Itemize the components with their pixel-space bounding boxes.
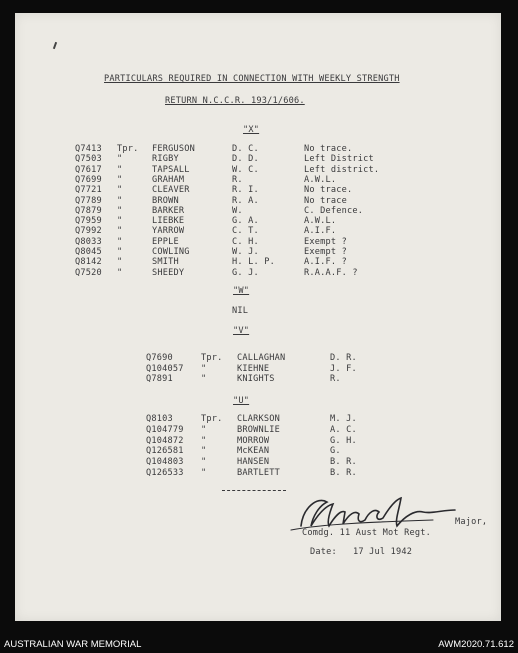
row-num: Q7959 xyxy=(75,216,102,227)
row-rank: " xyxy=(117,257,123,268)
return-reference: RETURN N.C.C.R. 193/1/606. xyxy=(165,96,305,106)
row-status: No trace xyxy=(304,195,347,206)
row-rank: " xyxy=(201,468,207,478)
archive-footer xyxy=(0,625,518,653)
row-status: R.A.A.F. ? xyxy=(304,267,358,278)
row-initials: W. J. xyxy=(232,247,259,257)
row-status: C. Defence. xyxy=(304,205,364,216)
row-initials: C. H. xyxy=(232,236,259,247)
row-rank: " xyxy=(201,446,207,457)
row-surname: KNIGHTS xyxy=(237,374,275,384)
section-x-heading: "X" xyxy=(243,125,260,135)
row-surname: TAPSALL xyxy=(152,164,190,175)
row-status: A.I.F. xyxy=(304,226,337,237)
row-num: Q104803 xyxy=(146,457,184,468)
row-num: Q8033 xyxy=(75,236,102,247)
row-rank: Tpr. xyxy=(117,144,139,154)
row-initials: W. xyxy=(232,205,243,216)
row-initials: G. H. xyxy=(330,435,357,446)
row-initials: G. A. xyxy=(232,216,259,227)
row-initials: R. I. xyxy=(232,185,259,196)
closing-divider xyxy=(222,490,286,491)
row-num: Q7721 xyxy=(75,185,102,196)
row-surname: SMITH xyxy=(152,257,179,268)
row-initials: D. D. xyxy=(232,154,259,165)
row-status: Exempt ? xyxy=(304,247,347,257)
row-num: Q8103 xyxy=(146,414,173,424)
row-num: Q7699 xyxy=(75,174,102,185)
row-rank: " xyxy=(201,435,207,446)
row-num: Q7520 xyxy=(75,267,102,278)
row-num: Q8142 xyxy=(75,257,102,268)
row-surname: COWLING xyxy=(152,247,190,257)
row-initials: C. T. xyxy=(232,226,259,237)
row-status: Left district. xyxy=(304,164,380,175)
row-num: Q7891 xyxy=(146,374,173,384)
row-status: No trace. xyxy=(304,185,353,196)
row-initials: R. A. xyxy=(232,195,259,206)
row-initials: D. C. xyxy=(232,144,259,154)
row-surname: YARROW xyxy=(152,226,185,237)
row-surname: FERGUSON xyxy=(152,144,195,154)
row-rank: " xyxy=(201,457,207,468)
row-rank: Tpr. xyxy=(201,353,223,363)
row-surname: BARTLETT xyxy=(237,468,280,478)
row-initials: G. J. xyxy=(232,267,259,278)
row-rank: " xyxy=(117,185,123,196)
row-initials: G. xyxy=(330,446,341,457)
row-surname: HANSEN xyxy=(237,457,270,468)
row-num: Q8045 xyxy=(75,247,102,257)
row-num: Q126533 xyxy=(146,468,184,478)
row-status: Left District xyxy=(304,154,374,165)
row-num: Q7879 xyxy=(75,205,102,216)
row-status: A.I.F. ? xyxy=(304,257,347,268)
section-w-heading: "W" xyxy=(233,286,250,296)
row-surname: MORROW xyxy=(237,435,270,446)
row-initials: J. F. xyxy=(330,363,357,374)
row-initials: B. R. xyxy=(330,457,357,468)
row-initials: R. xyxy=(330,374,341,384)
row-num: Q104779 xyxy=(146,424,184,435)
row-num: Q7503 xyxy=(75,154,102,165)
section-u-heading: "U" xyxy=(233,396,250,406)
footer-accession-number: AWM2020.71.612 xyxy=(438,639,514,650)
row-surname: CLEAVER xyxy=(152,185,190,196)
section-v-heading: "V" xyxy=(233,326,250,336)
signatory-unit: Comdg. 11 Aust Mot Regt. xyxy=(302,528,431,538)
row-surname: BARKER xyxy=(152,205,185,216)
date-label: Date: xyxy=(310,547,337,557)
row-initials: H. L. P. xyxy=(232,257,275,268)
row-initials: M. J. xyxy=(330,414,357,424)
row-surname: EPPLE xyxy=(152,236,179,247)
row-initials: W. C. xyxy=(232,164,259,175)
row-rank: " xyxy=(117,236,123,247)
row-surname: KIEHNE xyxy=(237,363,270,374)
row-rank: " xyxy=(201,374,207,384)
row-initials: B. R. xyxy=(330,468,357,478)
row-surname: BROWNLIE xyxy=(237,424,280,435)
row-initials: D. R. xyxy=(330,353,357,363)
document-title: PARTICULARS REQUIRED IN CONNECTION WITH WEEKLY STRENGTH xyxy=(104,74,400,84)
row-num: Q104057 xyxy=(146,363,184,374)
row-rank: " xyxy=(201,363,207,374)
row-status: No trace. xyxy=(304,144,353,154)
row-rank: " xyxy=(117,247,123,257)
row-num: Q7413 xyxy=(75,144,102,154)
row-rank: " xyxy=(117,216,123,227)
row-num: Q7690 xyxy=(146,353,173,363)
row-surname: CLARKSON xyxy=(237,414,280,424)
row-num: Q126581 xyxy=(146,446,184,457)
row-num: Q104872 xyxy=(146,435,184,446)
row-initials: R. xyxy=(232,174,243,185)
row-rank: " xyxy=(117,267,123,278)
row-num: Q7992 xyxy=(75,226,102,237)
row-initials: A. C. xyxy=(330,424,357,435)
row-surname: McKEAN xyxy=(237,446,270,457)
row-surname: RIGBY xyxy=(152,154,179,165)
row-surname: BROWN xyxy=(152,195,179,206)
row-rank: " xyxy=(117,195,123,206)
row-rank: Tpr. xyxy=(201,414,223,424)
row-surname: CALLAGHAN xyxy=(237,353,286,363)
row-rank: " xyxy=(201,424,207,435)
row-rank: " xyxy=(117,205,123,216)
row-rank: " xyxy=(117,164,123,175)
row-status: Exempt ? xyxy=(304,236,347,247)
row-status: A.W.L. xyxy=(304,216,337,227)
row-rank: " xyxy=(117,154,123,165)
row-surname: LIEBKE xyxy=(152,216,185,227)
row-status: A.W.L. xyxy=(304,174,337,185)
signatory-rank: Major, xyxy=(455,517,488,527)
row-num: Q7789 xyxy=(75,195,102,206)
date-value: 17 Jul 1942 xyxy=(353,547,413,557)
row-rank: " xyxy=(117,174,123,185)
row-surname: SHEEDY xyxy=(152,267,185,278)
row-rank: " xyxy=(117,226,123,237)
footer-institution: AUSTRALIAN WAR MEMORIAL xyxy=(4,639,142,650)
section-w-nil: NIL xyxy=(232,306,249,316)
row-num: Q7617 xyxy=(75,164,102,175)
row-surname: GRAHAM xyxy=(152,174,185,185)
